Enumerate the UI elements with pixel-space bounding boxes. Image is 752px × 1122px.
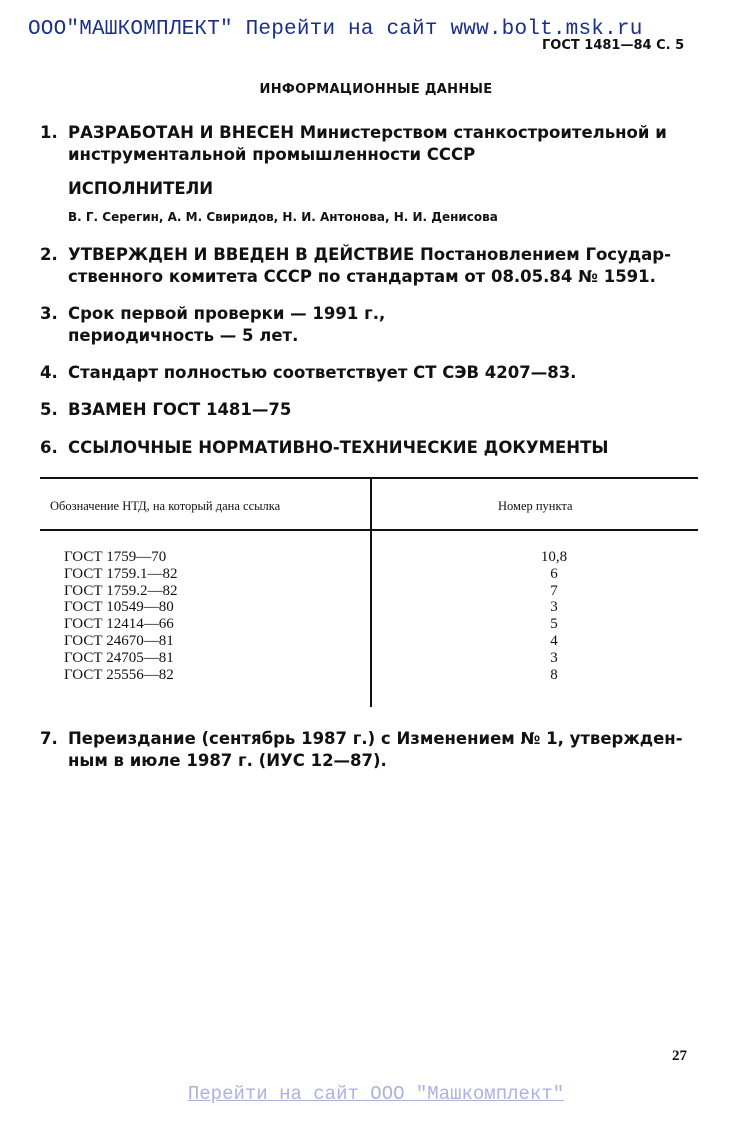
performers-heading: ИСПОЛНИТЕЛИ	[68, 179, 214, 198]
table-row-document: ГОСТ 1759—70	[64, 549, 167, 565]
info-item-7	[40, 728, 683, 772]
item-number: 2.	[40, 245, 58, 264]
table-column-divider	[370, 477, 372, 707]
info-item-5	[40, 399, 292, 421]
table-row-document: ГОСТ 1759.2—82	[64, 582, 178, 599]
item-number: 6.	[40, 438, 58, 457]
item-line: Срок первой проверки — 1991 г.,	[68, 304, 386, 323]
item-line: ВЗАМЕН ГОСТ 1481—75	[68, 400, 292, 419]
item-line: ССЫЛОЧНЫЕ НОРМАТИВНО-ТЕХНИЧЕСКИЕ ДОКУМЕНТЫ	[68, 438, 609, 457]
item-line: Переиздание (сентябрь 1987 г.) с Изменением № 1, утвержден-	[68, 729, 683, 748]
table-row-document: ГОСТ 1759.1—82	[64, 565, 178, 582]
table-row-document: ГОСТ 25556—82	[64, 666, 174, 683]
standard-code-header: ГОСТ 1481—84 С. 5	[542, 38, 685, 53]
table-row-document: ГОСТ 10549—80	[64, 599, 174, 616]
table-row-clause: 7	[550, 582, 558, 599]
item-line: ственного комитета СССР по стандартам от 08.05.84 № 1591.	[68, 267, 656, 286]
info-item-1	[40, 122, 667, 166]
table-row-clause: 8	[550, 666, 558, 683]
item-line: Стандарт полностью соответствует СТ СЭВ 4207—83.	[68, 363, 577, 382]
item-number: 4.	[40, 363, 58, 382]
page-title: ИНФОРМАЦИОННЫЕ ДАННЫЕ	[259, 82, 493, 97]
footer-site-link[interactable]: Перейти на сайт ООО "Машкомплект"	[187, 1083, 565, 1105]
table-header-rule	[40, 529, 698, 531]
info-item-2	[40, 244, 671, 288]
performers-list: В. Г. Серегин, А. М. Свиридов, Н. И. Антонова, Н. И. Денисова	[68, 210, 498, 224]
info-item-3	[40, 303, 386, 347]
table-row-clause: 5	[550, 616, 558, 633]
item-line: инструментальной промышленности СССР	[68, 145, 476, 164]
item-number: 7.	[40, 729, 58, 748]
table-row-clause: 6	[550, 565, 558, 582]
info-item-4	[40, 362, 577, 384]
table-row-clause: 3	[550, 599, 558, 616]
table-header-clause: Номер пункта	[498, 499, 573, 513]
clause-column	[516, 549, 592, 683]
item-number: 3.	[40, 304, 58, 323]
table-row-clause: 3	[550, 649, 558, 666]
table-row-document: ГОСТ 24705—81	[64, 649, 174, 666]
document-column	[64, 549, 177, 683]
item-line: периодичность — 5 лет.	[68, 326, 299, 345]
table-row-document: ГОСТ 12414—66	[64, 616, 174, 633]
item-line: РАЗРАБОТАН И ВНЕСЕН Министерством станкостроительной и	[68, 123, 667, 142]
info-item-6	[40, 437, 609, 459]
item-line: ным в июле 1987 г. (ИУС 12—87).	[68, 751, 387, 770]
table-row-document: ГОСТ 24670—81	[64, 632, 174, 649]
item-number: 1.	[40, 123, 58, 142]
table-header-document: Обозначение НТД, на который дана ссылка	[50, 499, 281, 513]
reference-table	[40, 477, 698, 707]
table-row-clause: 10,8	[540, 549, 568, 565]
site-banner-link[interactable]: ООО"МАШКОМПЛЕКТ" Перейти на сайт www.bolt.msk.ru	[28, 18, 643, 41]
page-number: 27	[672, 1048, 687, 1064]
table-row-clause: 4	[550, 632, 558, 649]
item-line: УТВЕРЖДЕН И ВВЕДЕН В ДЕЙСТВИЕ Постановлением Государ-	[68, 245, 671, 264]
item-number: 5.	[40, 400, 58, 419]
table-top-rule	[40, 477, 698, 479]
